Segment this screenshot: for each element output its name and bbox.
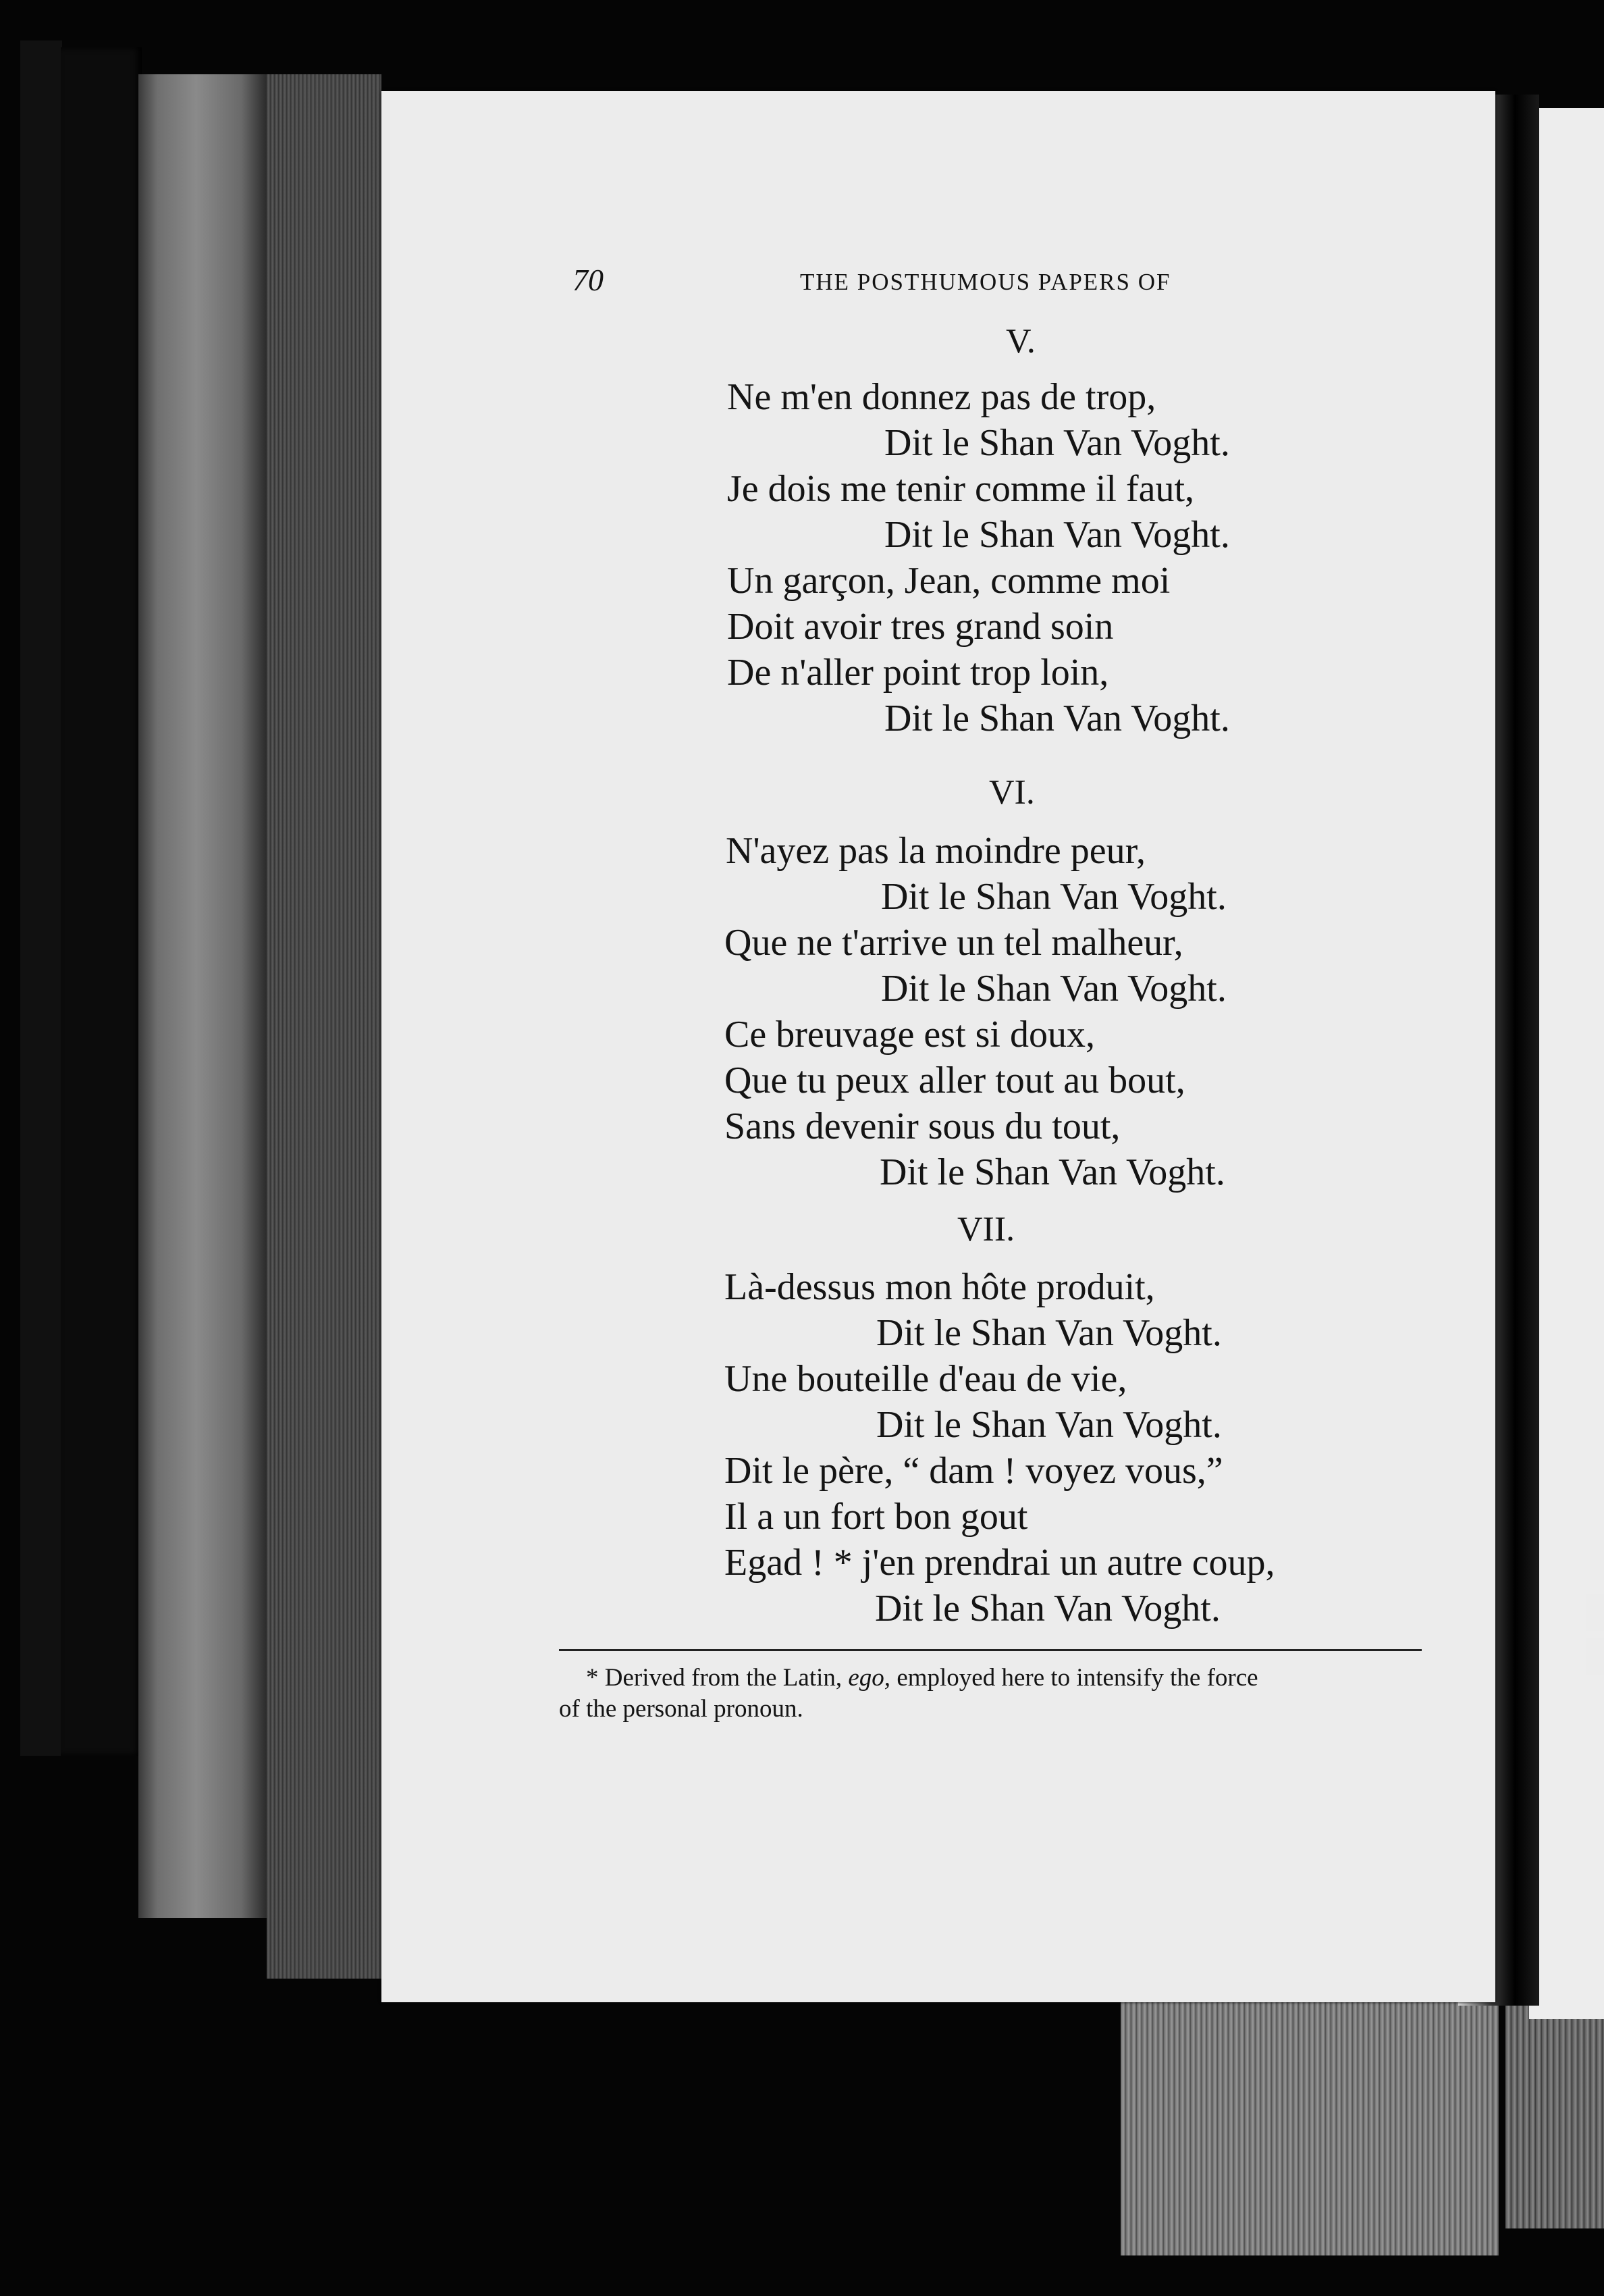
- footnote-text: employed here to intensify the force: [890, 1664, 1258, 1692]
- verse-line: Dit le Shan Van Voght.: [881, 968, 1227, 1010]
- footnote-line: [586, 1665, 1258, 1690]
- running-head: THE POSTHUMOUS PAPERS OF: [800, 269, 1171, 295]
- page-number: 70: [572, 263, 604, 297]
- verse-line: Il a un fort bon gout: [724, 1496, 1028, 1538]
- verse-line: Dit le Shan Van Voght.: [875, 1588, 1221, 1629]
- verse-line: Ne m'en donnez pas de trop,: [727, 376, 1156, 418]
- facing-page-glyph: [1586, 1594, 1604, 1631]
- verse-line: Dit le Shan Van Voght.: [880, 1151, 1225, 1193]
- page-stack-left: [138, 74, 267, 1918]
- verse-line: N'ayez pas la moindre peur,: [726, 830, 1146, 872]
- verse-line: Dit le Shan Van Voght.: [881, 876, 1227, 918]
- page-edges-bottom: [1121, 1999, 1499, 2255]
- verse-line: Dit le Shan Van Voght.: [876, 1312, 1222, 1354]
- book-cover: [61, 47, 142, 1756]
- facing-page-glyph: [1586, 1638, 1604, 1675]
- verse-line: Dit le Shan Van Voght.: [876, 1404, 1222, 1446]
- stanza-number: V.: [1006, 322, 1036, 361]
- book-cover-edge: [20, 41, 62, 1756]
- verse-line: Ce breuvage est si doux,: [724, 1014, 1095, 1055]
- verse-line: De n'aller point trop loin,: [727, 652, 1109, 694]
- page-edges-bottom-right: [1505, 2006, 1604, 2228]
- verse-line: Là-dessus mon hôte produit,: [724, 1266, 1155, 1308]
- footnote-text: * Derived from the Latin,: [586, 1664, 849, 1692]
- verse-line: Que ne t'arrive un tel malheur,: [724, 922, 1183, 964]
- verse-line: Dit le Shan Van Voght.: [884, 422, 1230, 464]
- stanza-number: VII.: [957, 1210, 1015, 1249]
- verse-line: Dit le Shan Van Voght.: [884, 698, 1230, 739]
- footnote-rule: [559, 1649, 1422, 1651]
- verse-line: Sans devenir sous du tout,: [724, 1105, 1121, 1147]
- footnote-line: of the personal pronoun.: [559, 1695, 803, 1723]
- verse-line: Que tu peux aller tout au bout,: [724, 1060, 1185, 1101]
- verse-line: Une bouteille d'eau de vie,: [724, 1358, 1127, 1400]
- verse-line: Doit avoir tres grand soin: [727, 606, 1114, 648]
- footnote-italic-word: ego,: [848, 1664, 891, 1692]
- stanza-number: VI.: [989, 773, 1035, 812]
- facing-page-edge: [1529, 108, 1604, 2019]
- verse-line: Egad ! * j'en prendrai un autre coup,: [724, 1542, 1275, 1584]
- page-edges-left: [267, 74, 381, 1979]
- verse-line: Dit le père, “ dam ! voyez vous,”: [724, 1450, 1223, 1492]
- verse-line: Je dois me tenir comme il faut,: [727, 468, 1195, 510]
- verse-line: Dit le Shan Van Voght.: [884, 514, 1230, 556]
- verse-line: Un garçon, Jean, comme moi: [727, 560, 1171, 602]
- facing-page-glyph: [1590, 1540, 1604, 1580]
